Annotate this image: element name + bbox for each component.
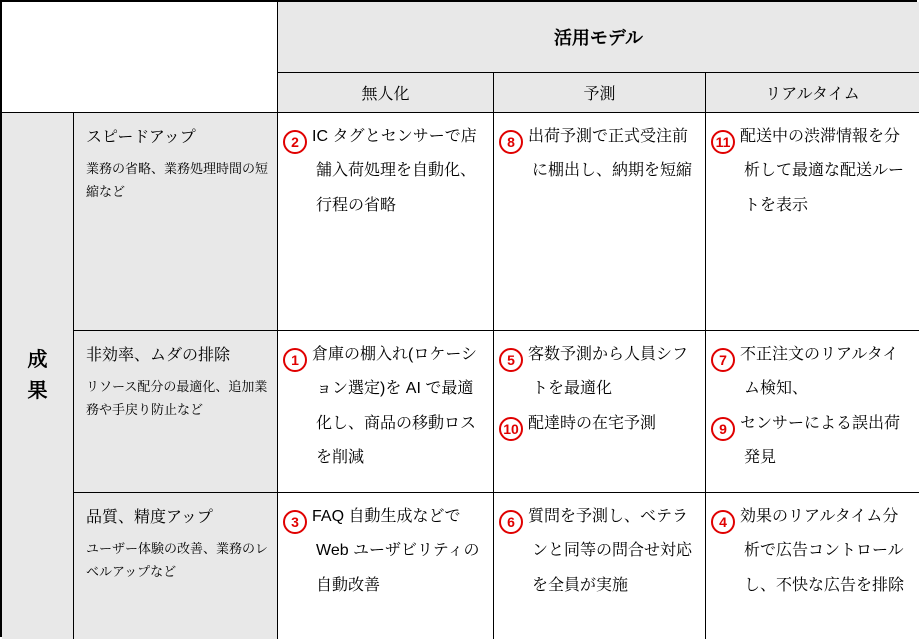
column-header-realtime: リアルタイム: [705, 72, 919, 112]
row-header-title: 非効率、ムダの排除: [86, 347, 231, 364]
cell-item-text: 出荷予測で正式受注前に棚出し、納期を短縮: [528, 128, 693, 180]
table-cell-item: [499, 500, 700, 603]
circled-number-icon: 4: [711, 510, 735, 534]
table-cell-item: [711, 120, 914, 223]
cell-item-text: 倉庫の棚入れ(ロケーション選定)を AI で最適化し、商品の移動ロスを削減: [312, 346, 478, 467]
cell-item-text: センサーによる誤出荷発見: [740, 414, 901, 467]
circled-number-icon: 3: [283, 510, 307, 534]
cell-item-text: 配達時の在宅予測: [528, 414, 657, 432]
table-cell-item: [499, 120, 700, 189]
cell-quality-prediction: [493, 492, 705, 639]
circled-number-icon: 2: [283, 130, 307, 154]
cell-item-text: 不正注文のリアルタイム検知、: [740, 346, 899, 398]
table-cell-item: [499, 407, 700, 441]
cell-item-text: 配送中の渋滞情報を分析して最適な配送ルートを表示: [740, 128, 905, 214]
column-header-prediction: 予測: [493, 72, 705, 112]
cell-quality-realtime: [705, 492, 919, 639]
row-header-speedup: [73, 112, 277, 330]
table-cell-item: [499, 338, 700, 407]
cell-waste-prediction: [493, 330, 705, 492]
circled-number-icon: 9: [711, 417, 735, 441]
table-cell-item: [711, 338, 914, 407]
cell-item-text: IC タグとセンサーで店舗入荷処理を自動化、行程の省略: [312, 128, 477, 214]
cell-item-text: 効果のリアルタイム分析で広告コントロールし、不快な広告を排除: [740, 508, 905, 594]
cell-item-text: FAQ 自動生成などで Web ユーザビリティの自動改善: [312, 508, 480, 594]
circled-number-icon: 8: [499, 130, 523, 154]
circled-number-icon: 10: [499, 417, 523, 441]
circled-number-icon: 6: [499, 510, 523, 534]
cell-speedup-realtime: [705, 112, 919, 330]
row-header-quality: [73, 492, 277, 639]
cell-speedup-unmanned: [277, 112, 493, 330]
empty-corner-cell: [2, 2, 277, 112]
cell-waste-realtime: [705, 330, 919, 492]
table-cell-item: [283, 120, 488, 223]
table-cell-item: [283, 338, 488, 476]
row-header-title: 品質、精度アップ: [86, 509, 213, 526]
cell-item-text: 客数予測から人員シフトを最適化: [528, 346, 689, 398]
row-header-waste-elimination: [73, 330, 277, 492]
cell-quality-unmanned: [277, 492, 493, 639]
row-group-header-results: [2, 112, 73, 639]
row-header-desc: リソース配分の最適化、追加業務や手戻り防止など: [86, 378, 268, 417]
circled-number-icon: 1: [283, 348, 307, 372]
row-header-desc: ユーザー体験の改善、業務のレベルアップなど: [86, 540, 269, 579]
row-header-title: スピードアップ: [86, 129, 196, 146]
row-header-desc: 業務の省略、業務処理時間の短縮など: [86, 160, 269, 199]
table-cell-item: [711, 500, 914, 603]
circled-number-icon: 11: [711, 130, 735, 154]
column-header-unmanned: 無人化: [277, 72, 493, 112]
circled-number-icon: 5: [499, 348, 523, 372]
row-group-label: 成果: [27, 349, 48, 402]
column-group-header: 活用モデル: [277, 2, 919, 72]
cell-item-text: 質問を予測し、ベテランと同等の問合せ対応を全員が実施: [528, 508, 693, 594]
table-cell-item: [283, 500, 488, 603]
table-cell-item: [711, 407, 914, 476]
circled-number-icon: 7: [711, 348, 735, 372]
cell-waste-unmanned: [277, 330, 493, 492]
cell-speedup-prediction: [493, 112, 705, 330]
